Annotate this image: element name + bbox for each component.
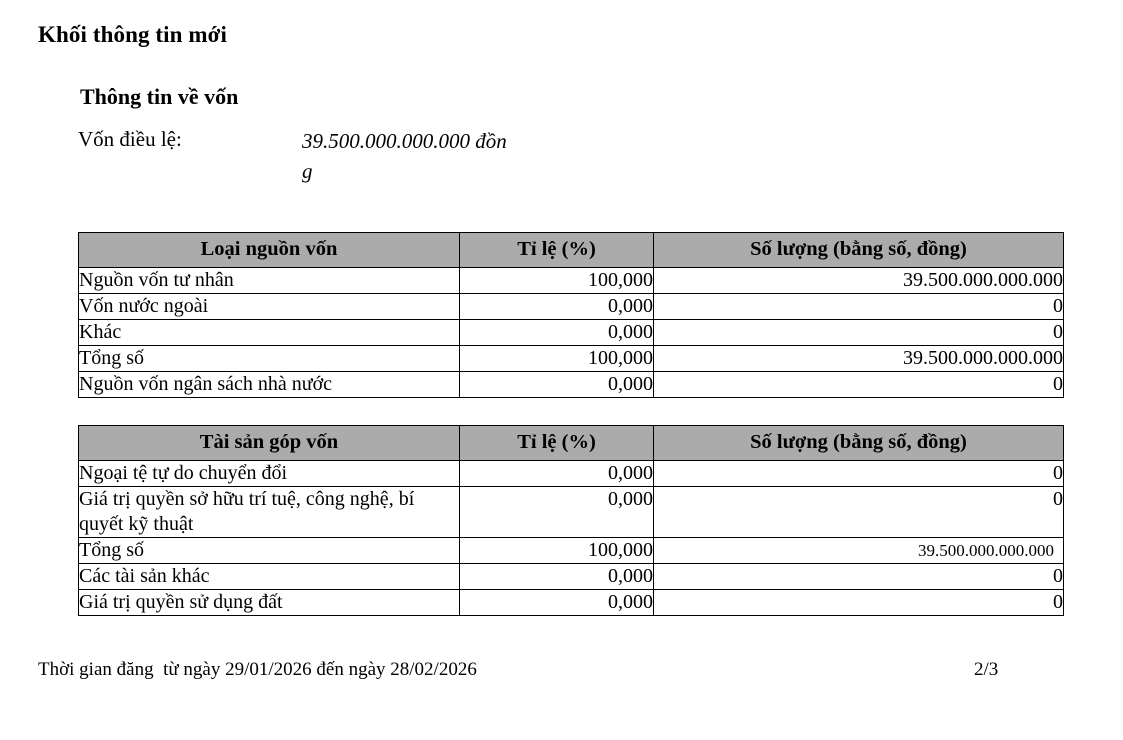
cell-name: Khác — [79, 320, 460, 346]
cell-name: Vốn nước ngoài — [79, 294, 460, 320]
table-row — [79, 564, 1064, 590]
cell-amount: 0 — [654, 294, 1064, 320]
column-header-name: Loại nguồn vốn — [79, 233, 460, 268]
cell-amount: 0 — [654, 372, 1064, 398]
cell-name: Nguồn vốn ngân sách nhà nước — [79, 372, 460, 398]
section-title-capital-info: Thông tin về vốn — [80, 84, 239, 109]
table-row — [79, 590, 1064, 616]
table-header-row — [79, 426, 1064, 461]
page-title: Khối thông tin mới — [38, 22, 227, 47]
cell-name: Giá trị quyền sở hữu trí tuệ, công nghệ, bí quyết kỹ thuật — [79, 487, 460, 538]
table-row — [79, 538, 1064, 564]
cell-rate: 0,000 — [460, 294, 654, 320]
cell-amount: 39.500.000.000.000 — [654, 346, 1064, 372]
table-row — [79, 268, 1064, 294]
cell-name: Nguồn vốn tư nhân — [79, 268, 460, 294]
column-header-amount: Số lượng (bằng số, đồng) — [654, 426, 1064, 461]
cell-amount: 0 — [654, 461, 1064, 487]
column-header-amount: Số lượng (bằng số, đồng) — [654, 233, 1064, 268]
table-row — [79, 346, 1064, 372]
table-row — [79, 320, 1064, 346]
cell-name: Tổng số — [79, 538, 460, 564]
column-header-name: Tài sản góp vốn — [79, 426, 460, 461]
cell-rate: 0,000 — [460, 590, 654, 616]
cell-name: Giá trị quyền sử dụng đất — [79, 590, 460, 616]
cell-name: Tổng số — [79, 346, 460, 372]
cell-amount: 0 — [654, 564, 1064, 590]
cell-name: Ngoại tệ tự do chuyển đổi — [79, 461, 460, 487]
table-row — [79, 372, 1064, 398]
cell-amount: 0 — [654, 320, 1064, 346]
table-contributed-assets — [78, 425, 1064, 616]
column-header-rate: Tỉ lệ (%) — [460, 426, 654, 461]
table-capital-source — [78, 232, 1064, 398]
cell-name: Các tài sản khác — [79, 564, 460, 590]
cell-amount: 0 — [654, 590, 1064, 616]
table-row — [79, 461, 1064, 487]
table-row — [79, 294, 1064, 320]
cell-amount: 39.500.000.000.000 — [654, 268, 1064, 294]
cell-rate: 0,000 — [460, 564, 654, 590]
charter-capital-value: 39.500.000.000.000 đồng — [302, 129, 507, 183]
cell-rate: 100,000 — [460, 346, 654, 372]
charter-capital-label: Vốn điều lệ: — [78, 127, 182, 151]
cell-rate: 0,000 — [460, 320, 654, 346]
cell-amount: 0 — [654, 487, 1064, 538]
cell-rate: 0,000 — [460, 461, 654, 487]
footer-posting-period: Thời gian đăng từ ngày 29/01/2026 đến ngày 28/02/2026 — [38, 659, 477, 680]
cell-rate: 0,000 — [460, 372, 654, 398]
column-header-rate: Tỉ lệ (%) — [460, 233, 654, 268]
cell-rate: 100,000 — [460, 268, 654, 294]
cell-rate: 100,000 — [460, 538, 654, 564]
cell-amount: 39.500.000.000.000 — [654, 538, 1064, 564]
table-row — [79, 487, 1064, 538]
table-header-row — [79, 233, 1064, 268]
cell-rate: 0,000 — [460, 487, 654, 538]
footer-page-number: 2/3 — [974, 659, 999, 680]
